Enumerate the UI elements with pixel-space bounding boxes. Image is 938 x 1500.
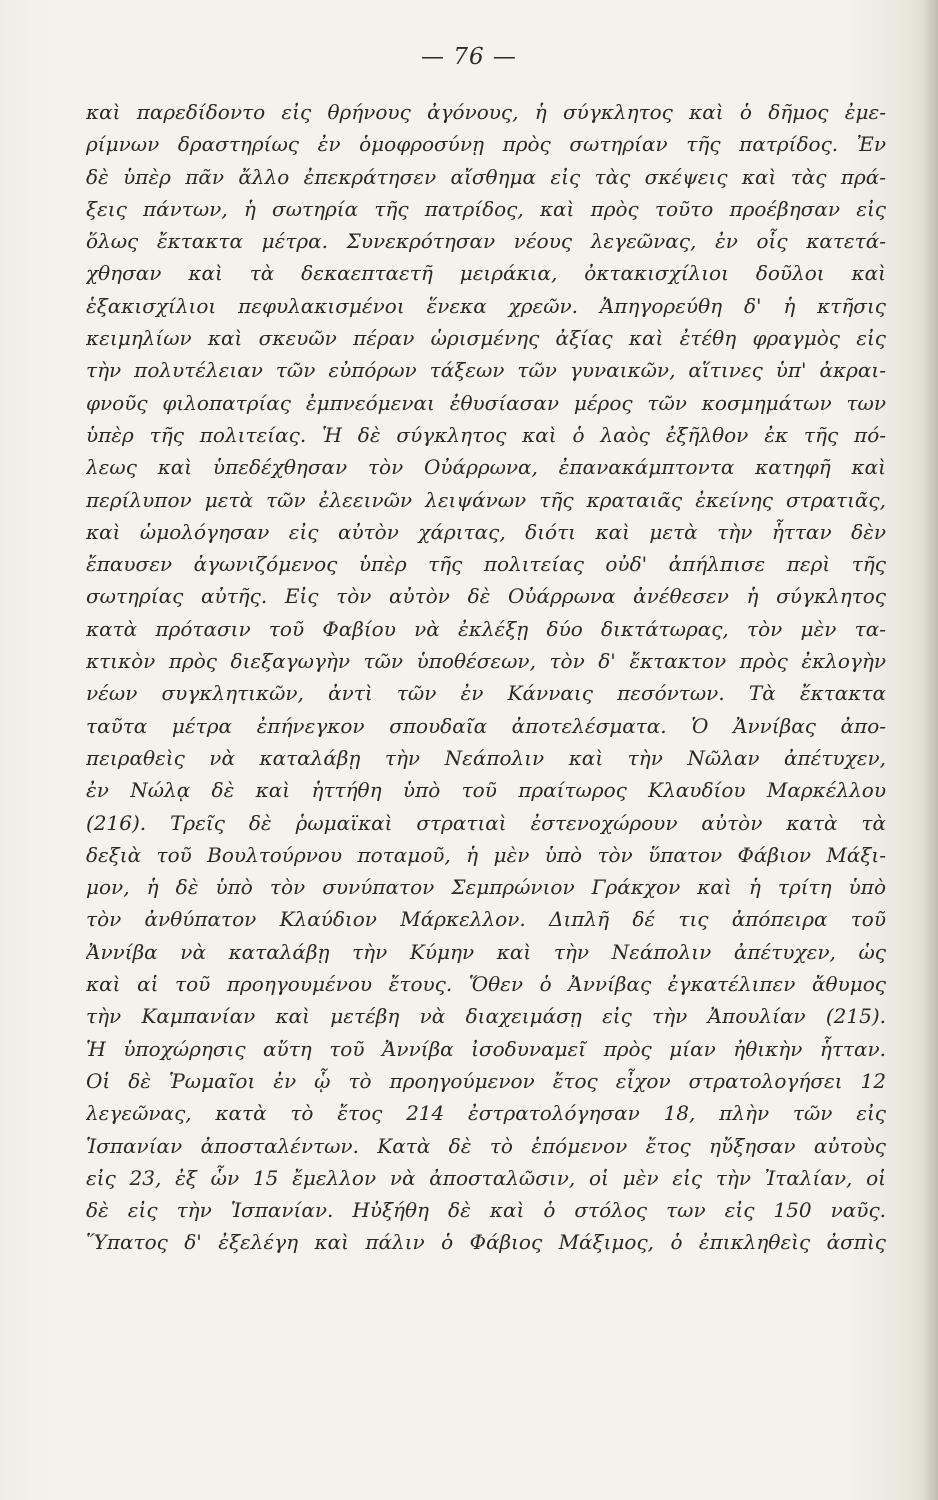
text-line: καὶ ὡμολόγησαν εἰς αὐτὸν χάριτας, διότι καὶ μετὰ τὴν ἧτταν δὲν	[86, 519, 886, 544]
page-number: — 76 —	[421, 44, 517, 70]
text-line: Οἱ δὲ Ῥωμαῖοι ἐν ᾧ τὸ προηγούμενον ἔτος εἶχον στρατολογήσει 12	[86, 1068, 886, 1093]
text-line: ὑπὲρ τῆς πολιτείας. Ἡ δὲ σύγκλητος καὶ ὁ λαὸς ἐξῆλθον ἐκ τῆς πό-	[86, 422, 886, 447]
text-line: καὶ αἱ τοῦ προηγουμένου ἔτους. Ὅθεν ὁ Ἀννίβας ἐγκατέλιπεν ἄθυμος	[86, 972, 886, 997]
text-line: εἰς 23, ἐξ ὧν 15 ἔμελλον νὰ ἀποσταλῶσιν, οἱ μὲν εἰς τὴν Ἰταλίαν, οἱ	[86, 1165, 886, 1190]
text-line: ρίμνων δραστηρίως ἐν ὁμοφροσύνῃ πρὸς σωτηρίαν τῆς πατρίδος. Ἐν	[86, 132, 886, 157]
text-line: (216). Τρεῖς δὲ ῥωμαϊκαὶ στρατιαὶ ἐστενοχώρουν αὐτὸν κατὰ τὰ	[86, 810, 886, 835]
text-line: φνοῦς φιλοπατρίας ἐμπνεόμεναι ἐθυσίασαν μέρος τῶν κοσμημάτων των	[86, 390, 886, 415]
text-line: μον, ἡ δὲ ὑπὸ τὸν συνύπατον Σεμπρώνιον Γράκχον καὶ ἡ τρίτη ὑπὸ	[86, 875, 886, 900]
page-edge-shadow	[922, 0, 938, 1500]
text-line: δὲ ὑπὲρ πᾶν ἄλλο ἐπεκράτησεν αἴσθημα εἰς τὰς σκέψεις καὶ τὰς πρά-	[86, 164, 886, 189]
text-line: Ἡ ὑποχώρησις αὕτη τοῦ Ἀννίβα ἰσοδυναμεῖ πρὸς μίαν ἠθικὴν ἧτταν.	[86, 1036, 886, 1061]
text-line: περίλυπον μετὰ τῶν ἐλεεινῶν λειψάνων τῆς κραταιᾶς ἐκείνης στρατιᾶς,	[86, 487, 886, 512]
text-line: ἐν Νώλᾳ δὲ καὶ ἡττήθη ὑπὸ τοῦ πραίτωρος Κλαυδίου Μαρκέλλου	[86, 778, 886, 803]
text-line: ἔπαυσεν ἀγωνιζόμενος ὑπὲρ τῆς πολιτείας οὐδ' ἀπήλπισε περὶ τῆς	[86, 552, 886, 577]
text-line: δεξιὰ τοῦ Βουλτούρνου ποταμοῦ, ἡ μὲν ὑπὸ τὸν ὕπατον Φάβιον Μάξι-	[86, 842, 886, 867]
text-line: λεως καὶ ὑπεδέχθησαν τὸν Οὐάρρωνα, ἐπανακάμπτοντα κατηφῆ καὶ	[86, 455, 886, 480]
text-line: κτικὸν πρὸς διεξαγωγὴν τῶν ὑποθέσεων, τὸν δ' ἔκτακτον πρὸς ἐκλογὴν	[86, 649, 886, 674]
text-line: Ὕπατος δ' ἐξελέγη καὶ πάλιν ὁ Φάβιος Μάξιμος, ὁ ἐπικληθεὶς ἀσπὶς	[86, 1230, 886, 1255]
body-text	[86, 96, 886, 1259]
text-line: λεγεῶνας, κατὰ τὸ ἔτος 214 ἐστρατολόγησαν 18, πλὴν τῶν εἰς	[86, 1101, 886, 1126]
text-line: κειμηλίων καὶ σκευῶν πέραν ὡρισμένης ἀξίας καὶ ἐτέθη φραγμὸς εἰς	[86, 326, 886, 351]
text-line: καὶ παρεδίδοντο εἰς θρήνους ἀγόνους, ἡ σύγκλητος καὶ ὁ δῆμος ἐμε-	[86, 100, 886, 124]
text-line: ξεις πάντων, ἡ σωτηρία τῆς πατρίδος, καὶ πρὸς τοῦτο προέβησαν εἰς	[86, 196, 886, 221]
text-line: ὅλως ἔκτακτα μέτρα. Συνεκρότησαν νέους λεγεῶνας, ἐν οἷς κατετά-	[86, 229, 886, 254]
text-line: κατὰ πρότασιν τοῦ Φαβίου νὰ ἐκλέξῃ δύο δικτάτωρας, τὸν μὲν τα-	[86, 616, 886, 641]
text-line: δὲ εἰς τὴν Ἱσπανίαν. Ηὐξήθη δὲ καὶ ὁ στόλος των εἰς 150 ναῦς.	[86, 1198, 886, 1223]
text-line: Ἀννίβα νὰ καταλάβῃ τὴν Κύμην καὶ τὴν Νεάπολιν ἀπέτυχεν, ὡς	[86, 939, 886, 964]
text-line: νέων συγκλητικῶν, ἀντὶ τῶν ἐν Κάνναις πεσόντων. Τὰ ἔκτακτα	[86, 681, 886, 706]
text-line: σωτηρίας αὐτῆς. Εἰς τὸν αὐτὸν δὲ Οὐάρρωνα ἀνέθεσεν ἡ σύγκλητος	[86, 584, 886, 609]
text-line: τὴν Καμπανίαν καὶ μετέβη νὰ διαχειμάσῃ εἰς τὴν Ἀπουλίαν (215).	[86, 1004, 886, 1029]
text-line: ταῦτα μέτρα ἐπήνεγκον σπουδαῖα ἀποτελέσματα. Ὁ Ἀννίβας ἀπο-	[86, 713, 886, 738]
text-line: Ἱσπανίαν ἀποσταλέντων. Κατὰ δὲ τὸ ἑπόμενον ἔτος ηὔξησαν αὐτοὺς	[86, 1133, 886, 1158]
text-line: χθησαν καὶ τὰ δεκαεπταετῆ μειράκια, ὀκτακισχίλιοι δοῦλοι καὶ	[86, 261, 886, 286]
text-line: τὴν πολυτέλειαν τῶν εὐπόρων τάξεων τῶν γυναικῶν, αἵτινες ὑπ' ἀκραι-	[86, 358, 886, 383]
text-line: πειραθεὶς νὰ καταλάβῃ τὴν Νεάπολιν καὶ τὴν Νῶλαν ἀπέτυχεν,	[86, 745, 886, 770]
text-line: ἑξακισχίλιοι πεφυλακισμένοι ἕνεκα χρεῶν. Ἀπηγορεύθη δ' ἡ κτῆσις	[86, 293, 886, 318]
text-line: τὸν ἀνθύπατον Κλαύδιον Μάρκελλον. Διπλῆ δέ τις ἀπόπειρα τοῦ	[86, 907, 886, 932]
